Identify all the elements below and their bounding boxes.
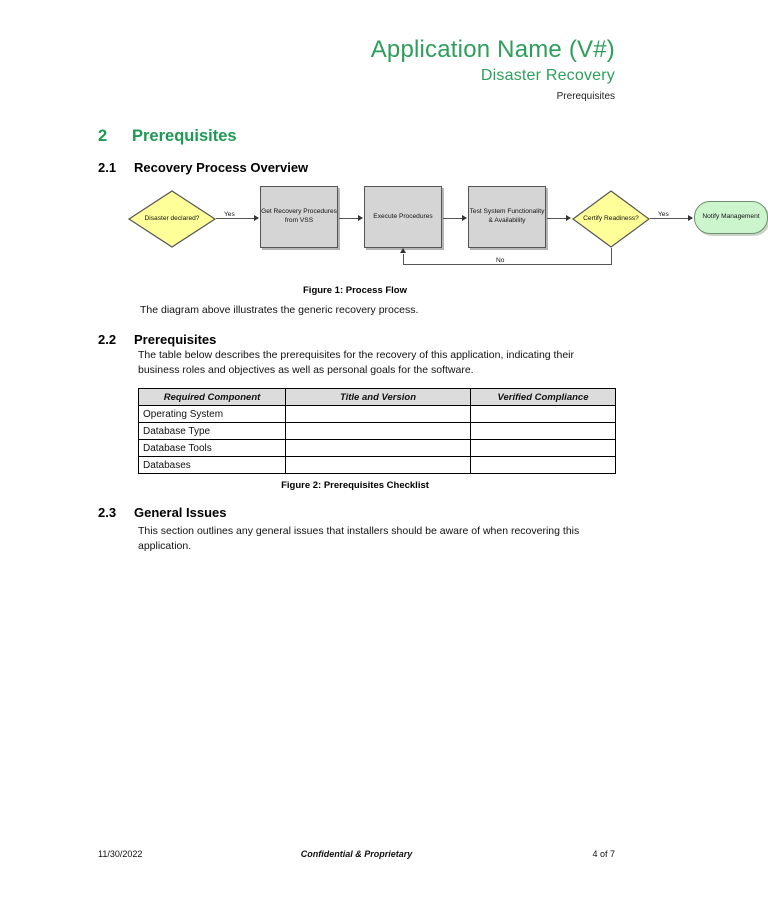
table-cell-title-version[interactable]: [286, 406, 471, 423]
document-subtitle: Disaster Recovery: [480, 66, 615, 84]
flow-node-execute-procedures-label: Execute Procedures: [373, 212, 433, 220]
table-row: [139, 440, 616, 457]
flow-node-get-recovery-procedures: [260, 186, 338, 248]
footer-page-number: 4 of 7: [592, 849, 615, 859]
footer-confidentiality: Confidential & Proprietary: [300, 849, 413, 859]
flow-node-execute-procedures: [364, 186, 442, 248]
heading-2-3-title: General Issues: [134, 505, 227, 520]
flow-node-certify-readiness: [572, 190, 650, 248]
heading-2-2-number: 2.2: [98, 332, 117, 347]
flow-edge-1-line: [216, 218, 258, 219]
flow-edge-5-line: [650, 218, 692, 219]
heading-chapter-title: Prerequisites: [132, 127, 237, 145]
section-2-2-body: The table below describes the prerequisites for the recovery of this application, indicating their business roles and objectives as well as personal goals for the software.: [138, 349, 574, 376]
flow-edge-no-arrow-icon: [400, 248, 406, 253]
table-header-required-component: Required Component: [139, 389, 286, 406]
flow-edge-no-label: No: [496, 257, 505, 264]
flow-edge-1-arrow-icon: [254, 215, 259, 221]
table-cell-verified-compliance[interactable]: [471, 440, 616, 457]
table-cell-component: Databases: [139, 457, 286, 474]
table-cell-verified-compliance[interactable]: [471, 406, 616, 423]
flow-node-test-system-label: Test System Functionality & Availability: [469, 208, 545, 224]
header-section-reference: Prerequisites: [556, 90, 615, 102]
flow-edge-no-vertical-left: [403, 254, 404, 265]
flow-edge-1-label: Yes: [224, 211, 235, 218]
process-flow-diagram: [128, 182, 760, 267]
document-title: Application Name (V#): [370, 36, 615, 63]
table-header-row: [139, 389, 616, 406]
figure-1-description: The diagram above illustrates the generic recovery process.: [140, 304, 419, 316]
flow-edge-no-vertical-right: [611, 248, 612, 265]
table-cell-component: Operating System: [139, 406, 286, 423]
table-cell-verified-compliance[interactable]: [471, 423, 616, 440]
table-cell-verified-compliance[interactable]: [471, 457, 616, 474]
heading-2-2: [98, 332, 216, 347]
flow-edge-no-horizontal: [403, 264, 611, 265]
flow-node-get-recovery-procedures-label: Get Recovery Procedures from VSS: [261, 208, 337, 224]
flow-edge-5-arrow-icon: [688, 215, 693, 221]
table-cell-component: Database Type: [139, 423, 286, 440]
prerequisites-checklist-table: [138, 388, 616, 474]
flow-node-disaster-declared: [128, 190, 216, 248]
heading-chapter-2: [98, 127, 237, 146]
heading-2-1-title: Recovery Process Overview: [134, 160, 309, 175]
flow-node-notify-management-label: Notify Management: [702, 213, 760, 221]
table-cell-component: Database Tools: [139, 440, 286, 457]
heading-2-1-number: 2.1: [98, 160, 117, 175]
flow-edge-3-arrow-icon: [462, 215, 467, 221]
document-footer: [98, 849, 615, 863]
flow-edge-5-label: Yes: [658, 211, 669, 218]
document-header: [95, 36, 615, 102]
heading-2-1: [98, 160, 308, 175]
figure-2-caption: Figure 2: Prerequisites Checklist: [281, 480, 429, 491]
heading-chapter-number: 2: [98, 127, 108, 145]
section-2-3-body: This section outlines any general issues that installers should be aware of when recovering this application.: [138, 525, 580, 552]
table-header-title-and-version: Title and Version: [286, 389, 471, 406]
table-row: [139, 406, 616, 423]
heading-2-3: [98, 505, 227, 520]
table-cell-title-version[interactable]: [286, 423, 471, 440]
flow-node-notify-management: [694, 201, 768, 234]
heading-2-3-number: 2.3: [98, 505, 117, 520]
footer-date: 11/30/2022: [98, 849, 143, 859]
table-row: [139, 423, 616, 440]
flow-edge-4-arrow-icon: [566, 215, 571, 221]
flow-edge-2-arrow-icon: [358, 215, 363, 221]
figure-1-caption: Figure 1: Process Flow: [303, 285, 407, 296]
table-header-verified-compliance: Verified Compliance: [471, 389, 616, 406]
flow-node-disaster-declared-label: Disaster declared?: [144, 214, 200, 222]
flow-node-test-system: [468, 186, 546, 248]
table-cell-title-version[interactable]: [286, 457, 471, 474]
table-cell-title-version[interactable]: [286, 440, 471, 457]
table-row: [139, 457, 616, 474]
flow-node-certify-readiness-label: Certify Readiness?: [583, 214, 639, 222]
heading-2-2-title: Prerequisites: [134, 332, 217, 347]
